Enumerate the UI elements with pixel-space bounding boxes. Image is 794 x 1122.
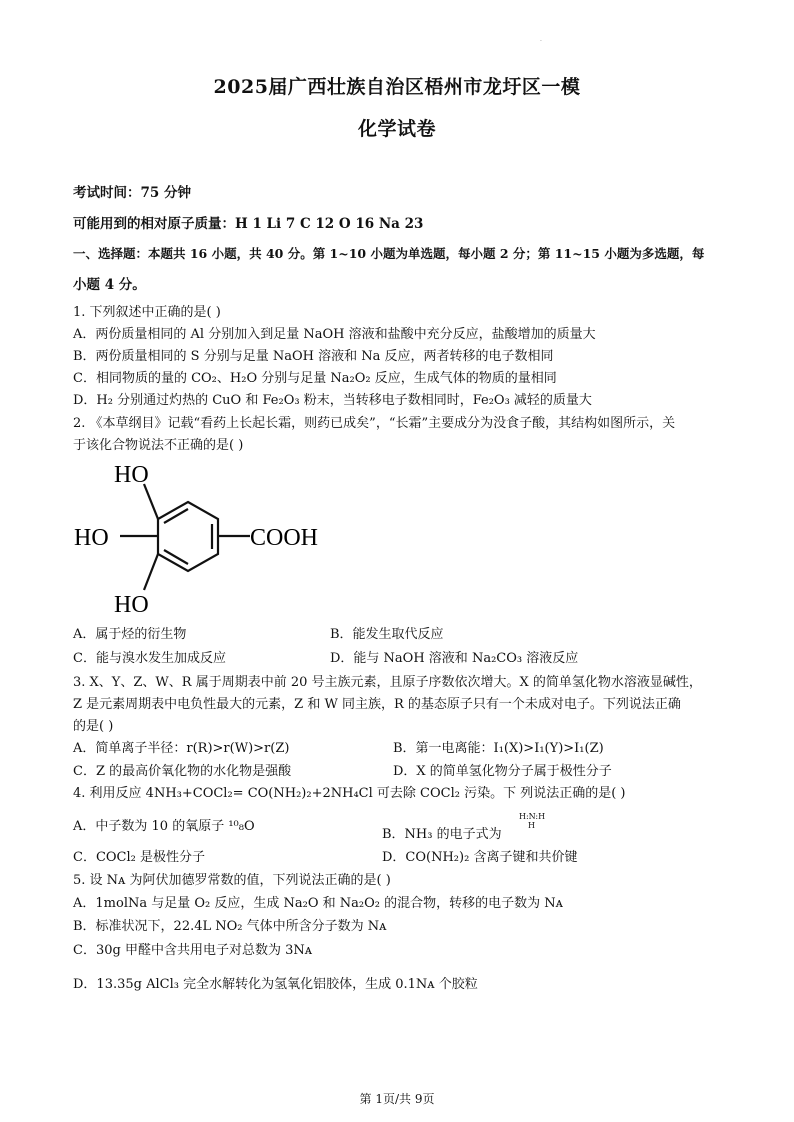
q2-option-c: C．能与溴水发生加成反应 — [73, 651, 226, 666]
bond-ho-top — [144, 484, 158, 519]
q3-option-c: C．Z 的最高价氧化物的水化物是强酸 — [73, 764, 292, 779]
scan-speck: . — [540, 36, 542, 43]
q5-option-c: C．30g 甲醛中含共用电子对总数为 3Nᴀ — [73, 943, 313, 958]
q4-option-d: D．CO(NH₂)₂ 含离子键和共价键 — [382, 850, 578, 865]
q3-stem-line3: 的是( ) — [73, 719, 114, 734]
ring-double-bond — [164, 550, 188, 564]
q2-stem-line2: 于该化合物说法不正确的是( ) — [73, 438, 244, 453]
q1-option-a: A．两份质量相同的 Al 分别加入到足量 NaOH 溶液和盐酸中充分反应，盐酸增加的质量大 — [73, 327, 596, 342]
q2-option-d: D．能与 NaOH 溶液和 Na₂CO₃ 溶液反应 — [330, 651, 579, 666]
q5-option-b: B．标准状况下，22.4L NO₂ 气体中所含分子数为 Nᴀ — [73, 919, 387, 934]
q5-option-d: D．13.35g AlCl₃ 完全水解转化为氢氧化铝胶体，生成 0.1Nᴀ 个胶粒 — [73, 977, 478, 992]
q3-option-d: D．X 的简单氢化物分子属于极性分子 — [393, 764, 612, 779]
q2-option-b: B．能发生取代反应 — [330, 627, 444, 642]
exam-title: 2025届广西壮族自治区梧州市龙圩区一模 — [213, 76, 581, 98]
q1-option-d: D．H₂ 分别通过灼热的 CuO 和 Fe₂O₃ 粉末，当转移电子数相同时，Fe₂O₃ 减轻的质量大 — [73, 393, 592, 408]
q4-option-b-formula-h: H — [528, 821, 535, 830]
mol-label-ho-middle: HO — [74, 525, 109, 551]
q1-stem: 1. 下列叙述中正确的是( ) — [73, 305, 221, 320]
q5-stem: 5. 设 Nᴀ 为阿伏加德罗常数的值，下列说法正确的是( ) — [73, 873, 391, 888]
section-header-line1: 一、选择题：本题共 16 小题，共 40 分。第 1~10 小题为单选题，每小题 2 分；第 11~15 小题为多选题，每 — [73, 246, 705, 261]
q1-option-b: B．两份质量相同的 S 分别与足量 NaOH 溶液和 Na 反应，两者转移的电子数相同 — [73, 349, 554, 364]
q1-option-c: C．相同物质的量的 CO₂、H₂O 分别与足量 Na₂O₂ 反应，生成气体的物质的量相同 — [73, 371, 557, 386]
exam-subtitle: 化学试卷 — [357, 118, 436, 140]
q3-stem-line2: Z 是元素周期表中电负性最大的元素，Z 和 W 同主族，R 的基态原子只有一个未成对电子。下列说法正确 — [73, 697, 681, 712]
mol-label-ho-bottom: HO — [114, 592, 149, 618]
atomic-mass-line: 可能用到的相对原子质量：H 1 Li 7 C 12 O 16 Na 23 — [73, 216, 424, 232]
exam-time: 考试时间：75 分钟 — [73, 185, 191, 201]
section-header-line2: 小题 4 分。 — [73, 277, 146, 293]
q4-option-c: C．COCl₂ 是极性分子 — [73, 850, 205, 865]
q2-stem-line1: 2. 《本草纲目》记载“看药上长起长霜，则药已成矣”，“长霜”主要成分为没食子酸，其结构如图所示，关 — [73, 416, 676, 431]
q4-option-b-formula: H:N:H — [519, 812, 546, 821]
mol-label-ho-top: HO — [114, 462, 149, 488]
q4-option-b: B．NH₃ 的电子式为 — [382, 827, 502, 842]
q3-stem-line1: 3. X、Y、Z、W、R 属于周期表中前 20 号主族元素，且原子序数依次增大。X 的简单氢化物水溶液显碱性， — [73, 675, 702, 690]
bond-ho-bottom — [144, 554, 158, 590]
q4-option-a: A．中子数为 10 的氧原子 ¹⁰₈O — [73, 819, 255, 834]
q4-stem: 4. 利用反应 4NH₃+COCl₂= CO(NH₂)₂+2NH₄Cl 可去除 COCl₂ 污染。下 列说法正确的是( ) — [73, 786, 626, 801]
q5-option-a: A．1molNa 与足量 O₂ 反应，生成 Na₂O 和 Na₂O₂ 的混合物，转移的电子数为 Nᴀ — [73, 896, 563, 911]
q2-option-a: A．属于烃的衍生物 — [73, 627, 187, 642]
q3-option-a: A．简单离子半径：r(R)>r(W)>r(Z) — [73, 741, 290, 756]
q3-option-b: B．第一电离能：I₁(X)>I₁(Y)>I₁(Z) — [393, 741, 604, 756]
page-footer: 第 1页/共 9页 — [359, 1092, 435, 1106]
gallic-acid-structure — [70, 462, 370, 622]
benzene-ring — [158, 502, 218, 571]
ring-double-bond — [164, 509, 188, 523]
mol-label-cooh: COOH — [250, 525, 319, 551]
